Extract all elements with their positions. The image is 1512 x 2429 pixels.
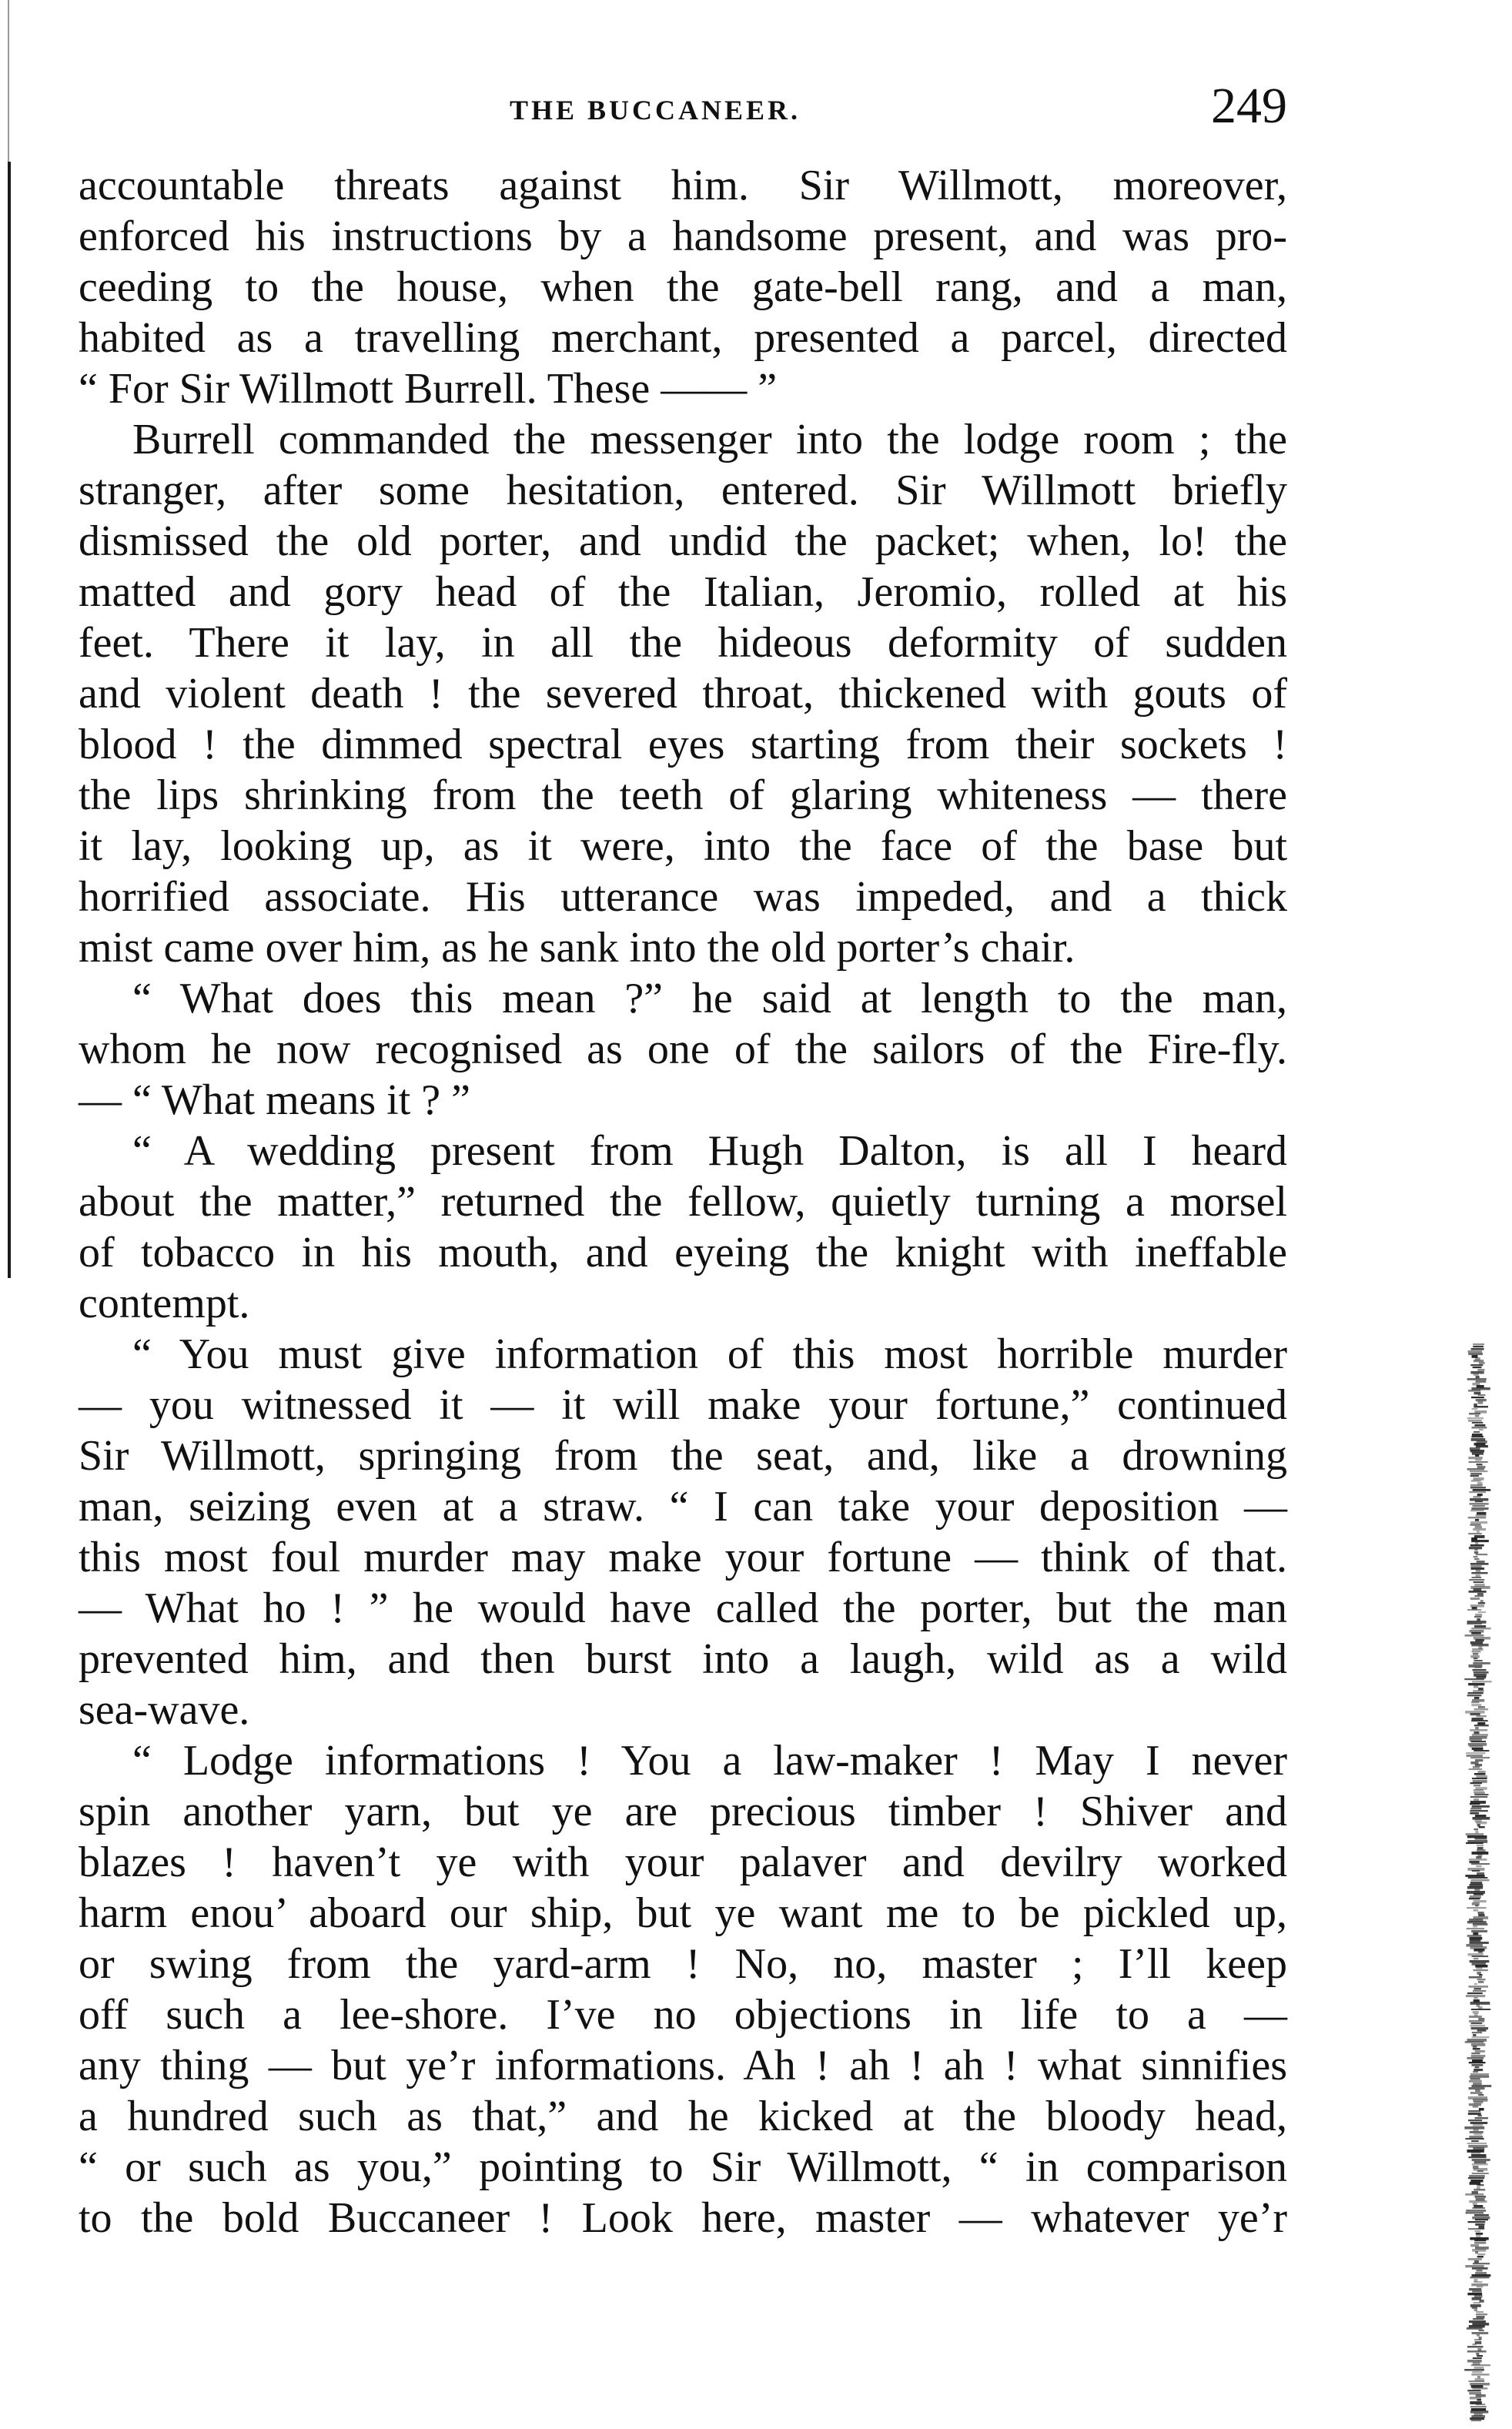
adjacent-page-edge bbox=[1455, 1343, 1501, 2421]
text-line: the lips shrinking from the teeth of glaring whiteness — there bbox=[79, 771, 1287, 819]
text-line: to the bold Buccaneer ! Look here, master — whatever ye’r bbox=[79, 2194, 1287, 2242]
text-line: sea-wave. bbox=[79, 1686, 250, 1734]
text-line: about the matter,” returned the fellow, quietly turning a morsel bbox=[79, 1178, 1287, 1226]
text-line: contempt. bbox=[79, 1280, 250, 1327]
text-line: this most foul murder may make your fortune — think of that. bbox=[79, 1534, 1287, 1581]
text-line: “ or such as you,” pointing to Sir Willmott, “ in comparison bbox=[79, 2143, 1287, 2191]
text-line: prevented him, and then burst into a laugh, wild as a wild bbox=[79, 1635, 1287, 1683]
text-line: habited as a travelling merchant, presented a parcel, directed bbox=[79, 314, 1287, 362]
text-line: “ A wedding present from Hugh Dalton, is all I heard bbox=[132, 1127, 1287, 1175]
text-line: — you witnessed it — it will make your fortune,” continued bbox=[79, 1381, 1287, 1429]
text-line: — What ho ! ” he would have called the porter, but the man bbox=[79, 1584, 1287, 1632]
text-line: stranger, after some hesitation, entered. Sir Willmott briefly bbox=[79, 467, 1287, 514]
text-line: “ Lodge informations ! You a law-maker ! May I never bbox=[132, 1737, 1287, 1785]
text-line: enforced his instructions by a handsome present, and was pro- bbox=[79, 212, 1287, 260]
text-line: “ You must give information of this most horrible murder bbox=[132, 1330, 1287, 1378]
text-line: whom he now recognised as one of the sailors of the Fire-fly. bbox=[79, 1025, 1287, 1073]
text-line: feet. There it lay, in all the hideous deformity of sudden bbox=[79, 619, 1287, 667]
text-line: — “ What means it ? ” bbox=[79, 1076, 471, 1124]
text-line: of tobacco in his mouth, and eyeing the knight with ineffable bbox=[79, 1229, 1287, 1276]
text-line: a hundred such as that,” and he kicked at the bloody head, bbox=[79, 2093, 1287, 2140]
text-line: Sir Willmott, springing from the seat, and, like a drowning bbox=[79, 1432, 1287, 1480]
text-line: matted and gory head of the Italian, Jeromio, rolled at his bbox=[79, 568, 1287, 616]
text-line: harm enou’ aboard our ship, but ye want me to be pickled up, bbox=[79, 1889, 1287, 1937]
page-header bbox=[79, 77, 1287, 139]
text-line: blood ! the dimmed spectral eyes starting from their sockets ! bbox=[79, 721, 1287, 768]
text-line: “ What does this mean ?” he said at length to the man, bbox=[132, 975, 1287, 1022]
page-gutter-edge bbox=[8, 162, 11, 1278]
text-line: and violent death ! the severed throat, thickened with gouts of bbox=[79, 670, 1287, 718]
text-line: horrified associate. His utterance was impeded, and a thick bbox=[79, 873, 1287, 921]
running-title: THE BUCCANEER. bbox=[510, 95, 801, 125]
body-text bbox=[79, 160, 1287, 2243]
text-line: accountable threats against him. Sir Willmott, moreover, bbox=[79, 162, 1287, 209]
text-line: off such a lee-shore. I’ve no objections in life to a — bbox=[79, 1991, 1287, 2039]
text-line: or swing from the yard-arm ! No, no, master ; I’ll keep bbox=[79, 1940, 1287, 1988]
text-line: “ For Sir Willmott Burrell. These —— ” bbox=[79, 365, 778, 413]
text-line: it lay, looking up, as it were, into the face of the base but bbox=[79, 822, 1287, 870]
page-number: 249 bbox=[1211, 78, 1287, 134]
text-line: man, seizing even at a straw. “ I can take your deposition — bbox=[79, 1483, 1287, 1531]
page-gutter-shadow bbox=[8, 0, 9, 162]
text-line: Burrell commanded the messenger into the lodge room ; the bbox=[132, 416, 1287, 463]
text-line: mist came over him, as he sank into the old porter’s chair. bbox=[79, 924, 1075, 972]
text-line: ceeding to the house, when the gate-bell rang, and a man, bbox=[79, 263, 1287, 311]
text-line: blazes ! haven’t ye with your palaver and devilry worked bbox=[79, 1838, 1287, 1886]
text-line: any thing — but ye’r informations. Ah ! ah ! ah ! what sinnifies bbox=[79, 2042, 1287, 2089]
text-line: spin another yarn, but ye are precious timber ! Shiver and bbox=[79, 1788, 1287, 1835]
text-line: dismissed the old porter, and undid the packet; when, lo! the bbox=[79, 517, 1287, 565]
